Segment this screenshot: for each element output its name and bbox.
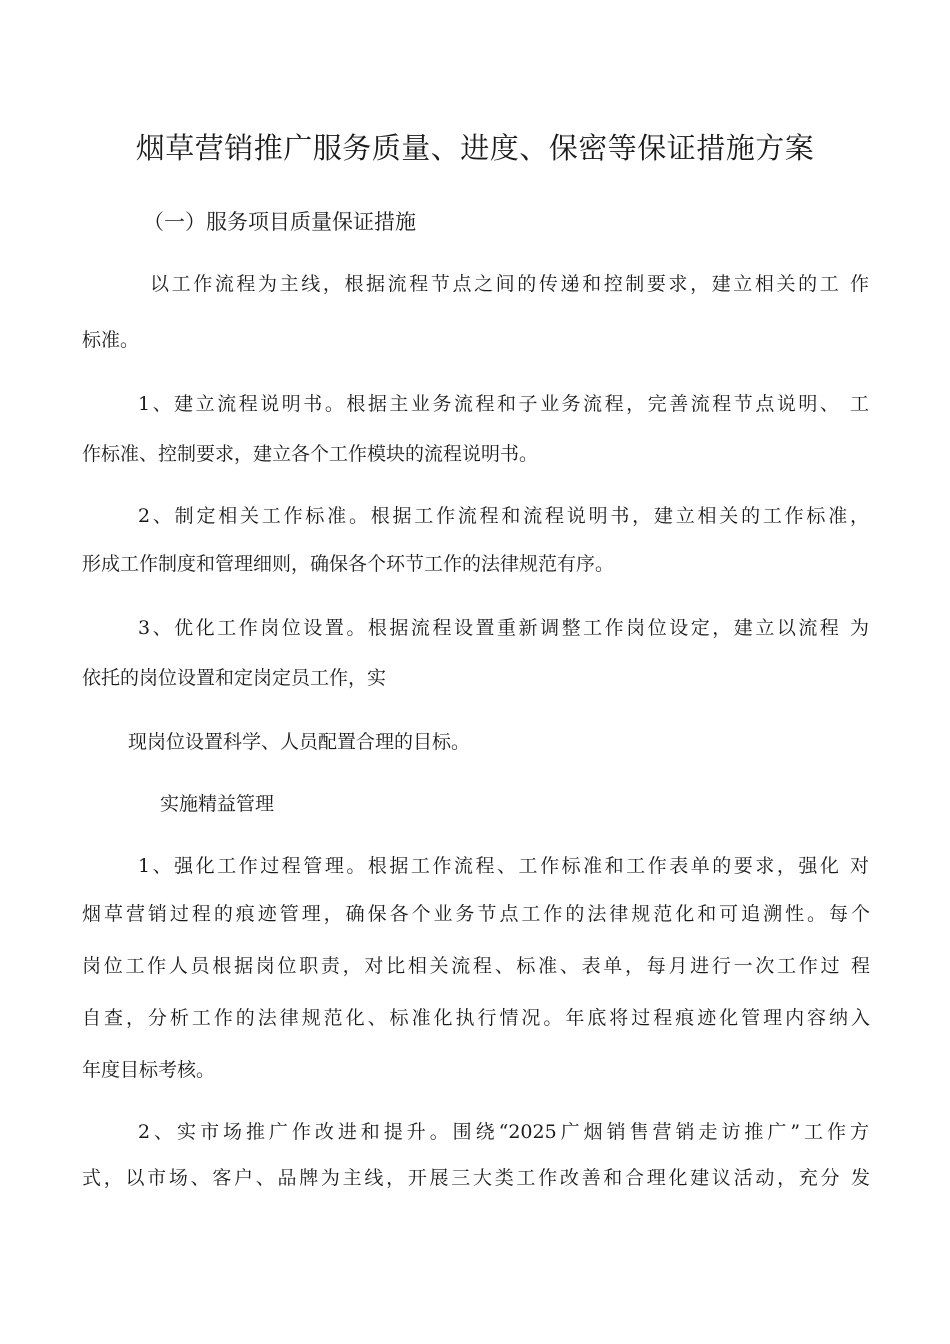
item1-paragraph-line: 1、建立流程说明书。根据主业务流程和子业务流程，完善流程节点说明、 工 bbox=[138, 393, 869, 415]
intro-paragraph-line: 标准。 bbox=[82, 329, 140, 351]
item2-paragraph-line: 2、制定相关工作标准。根据工作流程和流程说明书，建立相关的工作标准， bbox=[138, 505, 869, 527]
s2-item2-paragraph-line: 式，以市场、客户、品牌为主线，开展三大类工作改善和合理化建议活动，充分 发 bbox=[82, 1167, 870, 1189]
s2-item1-paragraph-line: 1、强化工作过程管理。根据工作流程、工作标准和工作表单的要求，强化 对 bbox=[138, 855, 869, 877]
s2-item1-paragraph-line: 自查，分析工作的法律规范化、标准化执行情况。年底将过程痕迹化管理内容纳入 bbox=[82, 1007, 870, 1029]
item3-paragraph-line: 3、优化工作岗位设置。根据流程设置重新调整工作岗位设定，建立以流程 为 bbox=[138, 617, 869, 639]
item3-paragraph-line: 现岗位设置科学、人员配置合理的目标。 bbox=[128, 731, 471, 753]
s2-item1-paragraph-line: 岗位工作人员根据岗位职责，对比相关流程、标准、表单，每月进行一次工作过 程 bbox=[82, 955, 870, 977]
item2-paragraph-line: 形成工作制度和管理细则，确保各个环节工作的法律规范有序。 bbox=[82, 553, 615, 575]
section-heading-lean: 实施精益管理 bbox=[160, 793, 275, 815]
item1-paragraph-line: 作标准、控制要求，建立各个工作模块的流程说明书。 bbox=[82, 443, 539, 465]
document-title: 烟草营销推广服务质量、进度、保密等保证措施方案 bbox=[135, 131, 815, 165]
item3-paragraph-line: 依托的岗位设置和定岗定员工作，实 bbox=[82, 667, 387, 689]
s2-item1-paragraph-line: 烟草营销过程的痕迹管理，确保各个业务节点工作的法律规范化和可追溯性。每个 bbox=[82, 903, 870, 925]
s2-item2-paragraph-line: 2、实市场推广作改进和提升。围绕“2025广烟销售营销走访推广”工作方 bbox=[138, 1121, 869, 1143]
section-heading-quality: （一）服务项目质量保证措施 bbox=[143, 210, 416, 234]
intro-paragraph-line: 以工作流程为主线，根据流程节点之间的传递和控制要求，建立相关的工 作 bbox=[150, 273, 869, 295]
s2-item1-paragraph-line: 年度目标考核。 bbox=[82, 1059, 216, 1081]
